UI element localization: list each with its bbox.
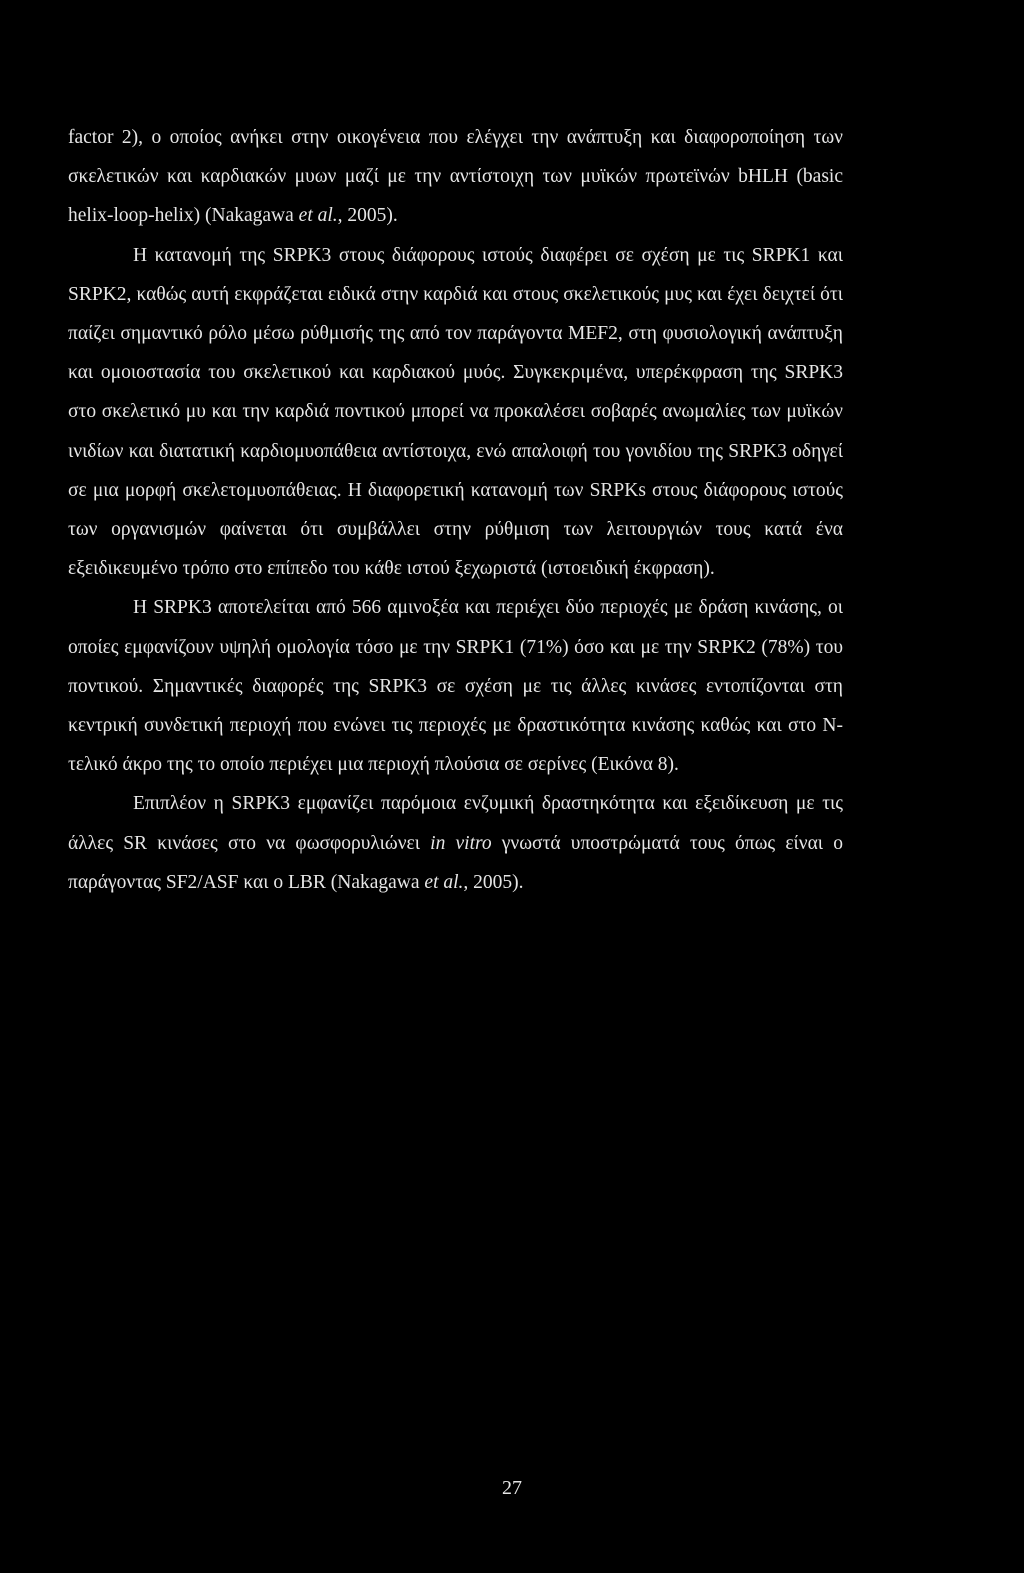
text-segment: , 2005). xyxy=(463,871,524,893)
text-segment: Επιπλέον η SRPK3 εμφανίζει παρόμοια ενζυμική δραστηκότητα και εξειδίκευση με τις άλλες SR κινάσες στο να φωσφορυλιώνει xyxy=(68,793,843,854)
paragraph-srpk3-activity xyxy=(68,784,843,902)
paragraph-continuation xyxy=(68,118,843,236)
text-segment-italic: et al. xyxy=(424,871,464,893)
text-segment: Η κατανομή της SRPK3 στους διάφορους ιστούς διαφέρει σε σχέση με τις SRPK1 και SRPK2, καθώς αυτή εκφράζεται ειδικά στην καρδιά και στους σκελετικούς μυς και έχει δειχτεί ότι παίζει σημαντικό ρόλο μέσω ρύθμισής της από τον παράγοντα MEF2, στη φυσιολογική ανάπτυξη και ομοιοστασία του σκελετικού και καρδιακού μυός. Συγκεκριμένα, υπερέκφραση της SRPK3 στο σκελετικό μυ και την καρδιά ποντικού μπορεί να προκαλέσει σοβαρές ανωμαλίες των μυϊκών ινιδίων και διατατική καρδιομυοπάθεια αντίστοιχα, ενώ απαλοιφή του γονιδίου της SRPK3 οδηγεί σε μια μορφή σκελετομυοπάθειας. Η διαφορετική κατανομή των SRPKs στους διάφορους ιστούς των οργανισμών φαίνεται ότι συμβάλλει στην ρύθμιση των λειτουργιών τους κατά ένα εξειδικευμένο τρόπο στο επίπεδο του κάθε ιστού ξεχωριστά (ιστοειδική έκφραση). xyxy=(68,244,843,580)
paragraph-srpk3-structure xyxy=(68,588,843,784)
text-segment: factor 2), ο οποίος ανήκει στην οικογένεια που ελέγχει την ανάπτυξη και διαφοροποίηση των σκελετικών και καρδιακών μυων μαζί με την αντίστοιχη των μυϊκών πρωτεϊνών bHLH (basic helix-loop-helix) (Nakagawa xyxy=(68,127,843,227)
text-segment-italic: et al. xyxy=(298,205,338,227)
text-segment: γνωστά υποστρώματά τους όπως είναι ο παράγοντας SF2/ASF και ο LBR (Nakagawa xyxy=(68,832,843,893)
paragraph-srpk3-distribution xyxy=(68,236,843,589)
body-text xyxy=(68,118,843,902)
text-segment: Η SRPK3 αποτελείται από 566 αμινοξέα και περιέχει δύο περιοχές με δράση κινάσης, οι οποίες εμφανίζουν υψηλή ομολογία τόσο με την SRPK1 (71%) όσο και με την SRPK2 (78%) του ποντικού. Σημαντικές διαφορές της SRPK3 σε σχέση με τις άλλες κινάσες εντοπίζονται στη κεντρική συνδετική περιοχή που ενώνει τις περιοχές με δραστικότητα κινάσης καθώς και στο N-τελικό άκρο της το οποίο περιέχει μια περιοχή πλούσια σε σερίνες (Εικόνα 8). xyxy=(68,597,843,776)
page-number: 27 xyxy=(502,1477,522,1499)
text-segment: , 2005). xyxy=(337,205,398,227)
text-segment-italic: in vitro xyxy=(430,832,492,854)
